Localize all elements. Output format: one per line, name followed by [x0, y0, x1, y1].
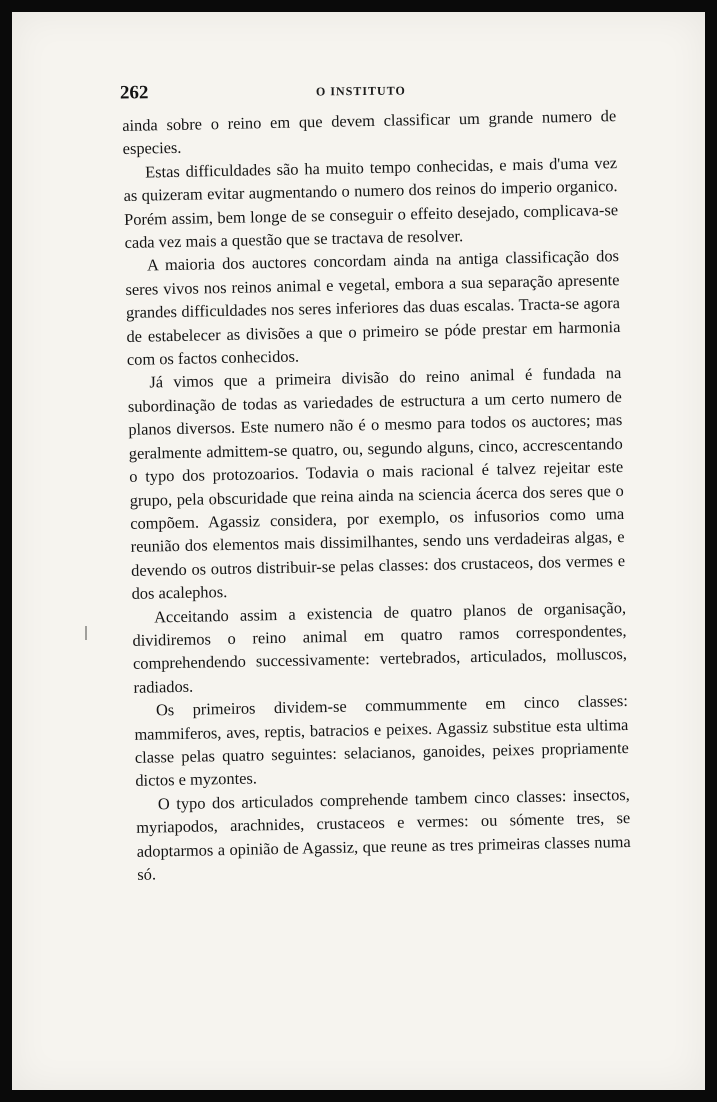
paragraph: Os primeiros dividem-se commummente em cinco classes: mammiferos, aves, reptis, batracios e peixes. Agassiz substitue esta ultima classe pelas quatro seguintes: selacianos, ganoides, peixes propriamente dictos e myzontes. [134, 691, 630, 791]
margin-mark [85, 626, 87, 640]
paragraph: A maioria dos auctores concordam ainda na antiga classificação dos seres vivos nos reinos animal e vegetal, embora a sua separação apresente grandes difficuldades nos seres inferiores das duas escalas. Tracta-se agora de estabelecer as divisões a que o primeiro se póde prestar em harmonia com os factos conhecidos. [125, 246, 621, 370]
page-number: 262 [119, 82, 149, 104]
paragraph: Estas difficuldades são ha muito tempo conhecidas, e mais d'uma vez as quizeram evitar augmentando o numero dos reinos do imperio organico. Porém assim, bem longe de se conseguir o effeito desejado, complicava-se cada vez mais a questão que se tractava de resolver. [123, 152, 619, 253]
paragraph: O typo dos articulados comprehende tambem cinco classes: insectos, myriapodos, arachnides, crustaceos e vermes: ou sómente tres, se adoptarmos a opinião de Agassiz, que reune as tres primeiras classes numa só. [136, 784, 631, 884]
page-header [120, 77, 600, 106]
paragraph: ainda sobre o reino em que devem classificar um grande numero de especies. [122, 106, 617, 159]
paragraph: Já vimos que a primeira divisão do reino animal é fundada na subordinação de todas as variedades de estructura a um certo numero de planos diversos. Este numero não é o mesmo para todos os auctores; mas geralmente admittem-se quatro, ou, segundo alguns, cinco, accrescentando o typo dos protozoarios. Todavia o mais racional é talvez rejeitar este grupo, pela obscuridade que reina ainda na sciencia ácerca dos seres que o compõem. Agassiz considera, por exemplo, os infusorios como uma reunião dos elementos mais dissimilhantes, sendo uns verdadeiras algas, e devendo os outros distribuir-se pelas classes: dos crustaceos, dos vermes e dos acalephos. [127, 363, 626, 604]
paragraph: Acceitando assim a existencia de quatro planos de organisação, dividiremos o reino animal em quatro ramos correspondentes, comprehendendo successivamente: vertebrados, articulados, molluscos, radiados. [132, 597, 628, 697]
page-body [122, 104, 631, 886]
running-title: O INSTITUTO [315, 83, 406, 99]
